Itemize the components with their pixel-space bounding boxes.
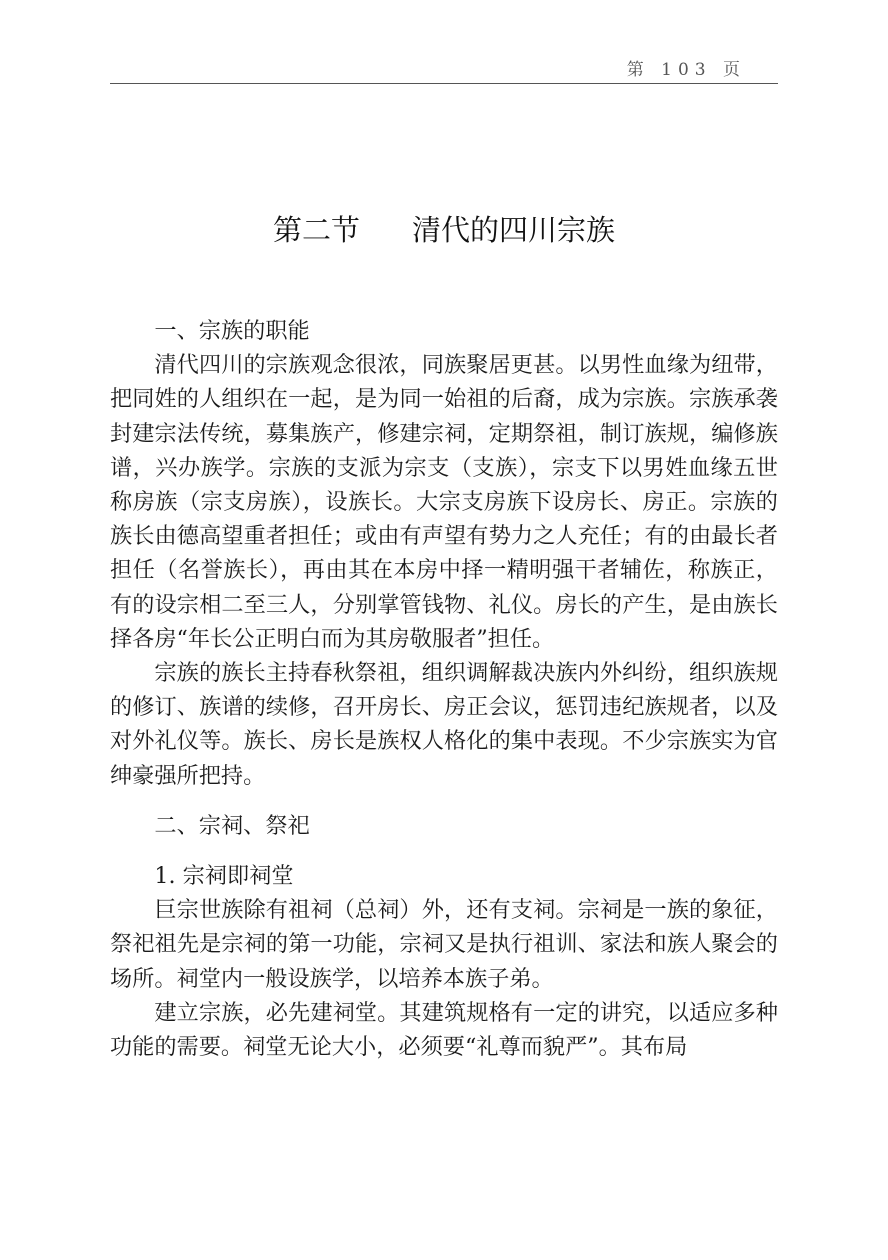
section-title <box>0 208 888 249</box>
heading-clan-functions: 一、宗族的职能 <box>154 318 310 344</box>
section-title-text: 清代的四川宗族 <box>412 213 616 247</box>
section-number: 第二节 <box>272 213 360 247</box>
body-text <box>110 314 778 1064</box>
page-number: 第 103 页 <box>626 60 746 80</box>
page-header <box>110 50 778 84</box>
subheading-ancestral-hall: 1. 宗祠即祠堂 <box>154 863 294 890</box>
heading-ancestral-halls: 二、宗祠、祭祀 <box>154 812 310 839</box>
paragraph: 宗族的族长主持春秋祭祖，组织调解裁决族内外纠纷，组织族规的修订、族谱的续修，召开房长、房正会议，惩罚违纪族规者，以及对外礼仪等。族长、房长是族权人格化的集中表现。不少宗族实为官绅豪强所把持。 <box>110 660 778 789</box>
paragraph: 巨宗世族除有祖祠（总祠）外，还有支祠。宗祠是一族的象征，祭祀祖先是宗祠的第一功能，宗祠又是执行祖训、家法和族人聚会的场所。祠堂内一般设族学，以培养本族子弟。 <box>110 897 778 992</box>
paragraph: 清代四川的宗族观念很浓，同族聚居更甚。以男性血缘为纽带，把同姓的人组织在一起，是为同一始祖的后裔，成为宗族。宗族承袭封建宗法传统，募集族产，修建宗祠，定期祭祖，制订族规，编修族谱，兴办族学。宗族的支派为宗支（支族），宗支下以男姓血缘五世称房族（宗支房族），设族长。大宗支房族下设房长、房正。宗族的族长由德高望重者担任；或由有声望有势力之人充任；有的由最长者担任（名誉族长），再由其在本房中择一精明强干者辅佐，称族正，有的设宗相二至三人，分别掌管钱物、礼仪。房长的产生，是由族长择各房“年长公正明白而为其房敬服者”担任。 <box>110 352 778 652</box>
paragraph: 建立宗族，必先建祠堂。其建筑规格有一定的讲究，以适应多种功能的需要。祠堂无论大小，必须要“礼尊而貌严”。其布局 <box>110 999 778 1061</box>
